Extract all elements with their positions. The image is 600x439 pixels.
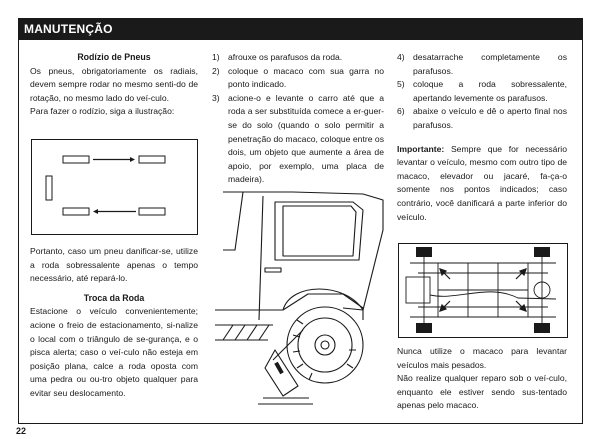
page-number: 22 xyxy=(16,426,27,436)
important-note xyxy=(397,143,567,225)
step-number: 6) xyxy=(397,106,405,117)
step-item xyxy=(397,105,567,132)
jack-illustration xyxy=(213,190,388,412)
column-3-bottom xyxy=(397,345,567,413)
step-item xyxy=(212,51,384,65)
step-text: acione-o e levante o carro até que a roda a ser substituída comece a er-guer-se do solo (quando o solo permitir a penetração do macaco, coloque entre os dois, um objeto que aumente a área de apoio, por exemplo, uma placa de madeira). xyxy=(228,92,384,185)
heading-tire-rotation: Rodízio de Pneus xyxy=(77,52,151,62)
step-number: 5) xyxy=(397,79,405,90)
section-header xyxy=(18,18,583,40)
tire-rotation-diagram xyxy=(31,139,198,235)
step-number: 4) xyxy=(397,52,405,62)
step-item xyxy=(397,51,567,78)
step-number: 1) xyxy=(212,52,220,62)
heading-wheel-change: Troca da Roda xyxy=(83,292,145,303)
step-text: coloque o macaco com sua garra no ponto indicado. xyxy=(228,65,384,90)
step-item xyxy=(397,78,567,105)
steps-list-2 xyxy=(397,51,567,133)
important-label: Importante: xyxy=(397,143,445,154)
paragraph-heavy-vehicles: Nunca utilize o macaco para levantar veículos mais pesados. xyxy=(397,346,567,370)
paragraph-no-repair: Não realize qualquer reparo sob o veí-culo, enquanto ele estiver sendo sus-tentado apenas pelo macaco. xyxy=(397,373,567,411)
paragraph-spare-usage: Portanto, caso um pneu danificar-se, utilize a roda sobressalente apenas o tempo necessário, até repará-lo. xyxy=(30,246,198,284)
column-3 xyxy=(397,51,567,224)
section-title: MANUTENÇÃO xyxy=(24,22,113,36)
paragraph-follow-illustration: Para fazer o rodízio, siga a ilustração: xyxy=(30,106,175,117)
paragraph-park-vehicle: Estacione o veículo convenientemente; acione o freio de estacionamento, si-nalize o local com o triângulo de se-gurança, e o pisca alerta; caso o veí-culo não esteja em posição plana, calce a roda oposta com uma pedra ou ou-tro objeto qualquer para evitar seu deslocamento. xyxy=(30,306,198,398)
paragraph-tire-direction: Os pneus, obrigatoriamente os radiais, devem sempre rodar no mesmo senti-do de rotação, no mesmo lado do veí-culo. xyxy=(30,65,198,103)
column-1-top xyxy=(30,51,198,119)
step-text: abaixe o veículo e dê o aperto final nos parafusos. xyxy=(413,106,567,130)
step-number: 2) xyxy=(212,65,220,76)
step-text: desatarrache completamente os parafusos. xyxy=(413,52,567,76)
column-2 xyxy=(212,51,384,187)
steps-list-1 xyxy=(212,51,384,187)
step-item xyxy=(212,65,384,92)
column-1-bottom xyxy=(30,245,198,401)
step-text: coloque a roda sobressalente, apertando levemente os parafusos. xyxy=(413,79,567,103)
important-text: Sempre que for necessário levantar o veículo, mesmo com outro tipo de macaco, elevador ou jacaré, fa-ça-o somente nos pontos indicados; caso contrário, você danificará a parte inferior do veículo. xyxy=(397,143,567,222)
step-item xyxy=(212,92,384,187)
step-number: 3) xyxy=(212,92,220,103)
undercarriage-diagram xyxy=(398,243,568,338)
step-text: afrouxe os parafusos da roda. xyxy=(228,52,343,62)
